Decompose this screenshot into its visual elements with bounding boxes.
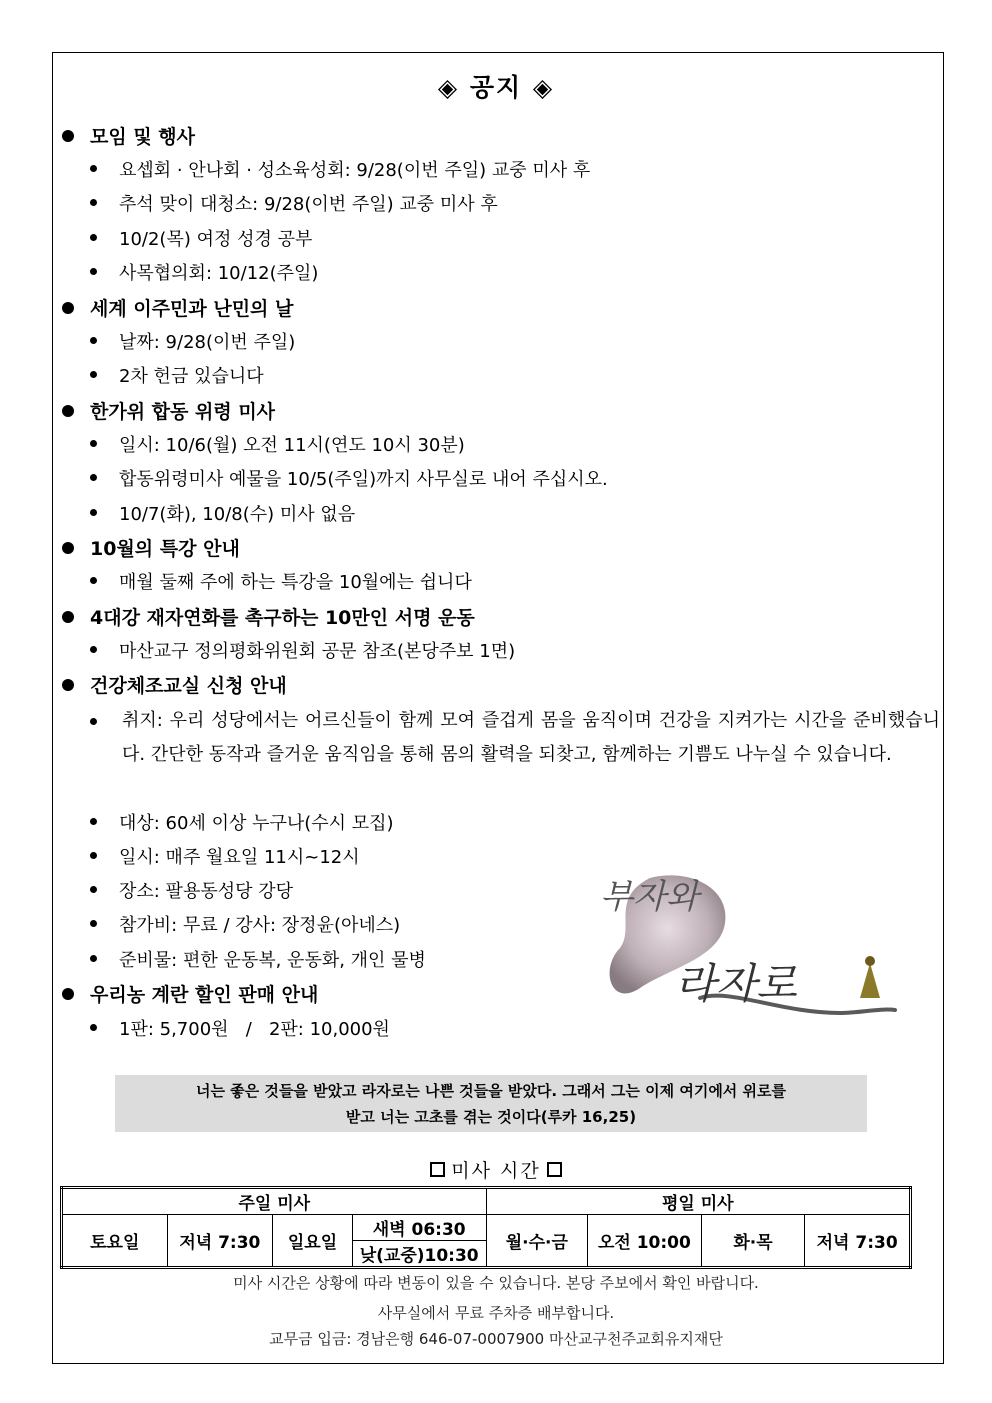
bullet-icon — [90, 440, 97, 447]
bullet-icon — [90, 337, 97, 344]
bullet-icon — [90, 371, 97, 378]
bullet-icon — [90, 886, 97, 893]
sunday-mass-header: 주일 미사 — [62, 1188, 487, 1215]
list-item: 장소: 팔용동성당 강당 — [90, 877, 293, 907]
logo-text-top: 부자와 — [600, 877, 699, 917]
quote-line-1: 너는 좋은 것들을 받았고 라자로는 나쁜 것들을 받았다. 그래서 그는 이제 여기에서 위로를 — [195, 1082, 786, 1100]
bullet-icon — [62, 405, 74, 417]
bullet-icon — [90, 1024, 97, 1031]
list-item: 요셉회 · 안나회 · 성소육성회: 9/28(이번 주일) 교중 미사 후 — [90, 156, 590, 186]
section-heading: 우리농 계란 할인 판매 안내 — [62, 980, 318, 1010]
bullet-icon — [90, 165, 97, 172]
list-item: 일시: 10/6(월) 오전 11시(연도 10시 30분) — [90, 431, 465, 461]
bullet-icon — [90, 474, 97, 481]
bullet-icon — [90, 955, 97, 962]
mwf-label: 월·수·금 — [486, 1215, 588, 1268]
rich-man-and-lazarus-logo — [580, 848, 910, 1058]
bullet-icon — [62, 988, 74, 1000]
sunday-day-time: 낮(교중)10:30 — [352, 1241, 486, 1268]
bullet-icon — [90, 852, 97, 859]
weekday-mass-header: 평일 미사 — [486, 1188, 910, 1215]
list-item: 1판: 5,700원 / 2판: 10,000원 — [90, 1015, 390, 1045]
page-title: ◈ 공지 ◈ — [437, 73, 555, 102]
list-item: 준비물: 편한 운동복, 운동화, 개인 물병 — [90, 946, 426, 976]
sunday-dawn-time: 새벽 06:30 — [352, 1215, 486, 1241]
footer-notice: 미사 시간은 상황에 따라 변동이 있을 수 있습니다. 본당 주보에서 확인 바랍니다. — [233, 1274, 759, 1292]
bullet-icon — [90, 509, 97, 516]
footer-account: 교무금 입금: 경남은행 646-07-0007900 마산교구천주교회유지재단 — [269, 1330, 723, 1348]
section-heading: 한가위 합동 위령 미사 — [62, 397, 275, 427]
checkbox-square-icon — [547, 1162, 562, 1177]
quote-line-2: 받고 너는 고초를 겪는 것이다(루카 16,25) — [345, 1108, 637, 1126]
tue-thu-time: 저녁 7:30 — [805, 1215, 911, 1268]
section-heading: 10월의 특강 안내 — [62, 534, 240, 564]
list-item: 날짜: 9/28(이번 주일) — [90, 328, 295, 358]
list-item: 10/7(화), 10/8(수) 미사 없음 — [90, 500, 355, 530]
section-heading: 모임 및 행사 — [62, 122, 195, 152]
bullet-icon — [90, 718, 97, 725]
bullet-icon — [90, 577, 97, 584]
list-item: 2차 헌금 있습니다 — [90, 362, 264, 392]
section-heading: 세계 이주민과 난민의 날 — [62, 294, 293, 324]
list-item-paragraph: 취지: 우리 성당에서는 어르신들이 함께 모여 즐겁게 몸을 움직이며 건강을 지켜가는 시간을 준비했습니다. 간단한 동작과 즐거운 움직임을 통해 몸의 활력을 되찾고, 함께하는 기쁨도 나누실 수 있습니다. — [90, 704, 940, 772]
bullet-icon — [90, 234, 97, 241]
mwf-time: 오전 10:00 — [588, 1215, 702, 1268]
footer-parking: 사무실에서 무료 주차증 배부합니다. — [377, 1304, 615, 1322]
bullet-icon — [90, 920, 97, 927]
list-item: 마산교구 정의평화위원회 공문 참조(본당주보 1면) — [90, 637, 515, 667]
bullet-icon — [62, 542, 74, 554]
mass-time-title: 미사 시간 — [0, 1156, 992, 1183]
scripture-quote — [115, 1075, 867, 1132]
list-item: 10/2(목) 여정 성경 공부 — [90, 225, 312, 255]
mass-schedule-table — [60, 1186, 912, 1269]
sunday-label: 일요일 — [273, 1215, 353, 1268]
checkbox-square-icon — [430, 1162, 445, 1177]
logo-text-bottom: 라자로 — [675, 959, 797, 1008]
bullet-icon — [90, 646, 97, 653]
saturday-label: 토요일 — [62, 1215, 168, 1268]
bullet-icon — [62, 130, 74, 142]
section-heading: 4대강 재자연화를 촉구하는 10만인 서명 운동 — [62, 603, 475, 633]
bullet-icon — [62, 611, 74, 623]
list-item: 매월 둘째 주에 하는 특강을 10월에는 쉽니다 — [90, 568, 472, 598]
bullet-icon — [90, 818, 97, 825]
list-item: 합동위령미사 예물을 10/5(주일)까지 사무실로 내어 주십시오. — [90, 465, 608, 495]
bullet-icon — [90, 268, 97, 275]
list-item: 참가비: 무료 / 강사: 장정윤(아네스) — [90, 911, 400, 941]
list-item: 대상: 60세 이상 누구나(수시 모집) — [90, 809, 394, 839]
bullet-icon — [90, 199, 97, 206]
bullet-icon — [62, 679, 74, 691]
bullet-icon — [62, 302, 74, 314]
list-item: 사목협의회: 10/12(주일) — [90, 259, 318, 289]
saturday-time: 저녁 7:30 — [167, 1215, 273, 1268]
list-item: 추석 맞이 대청소: 9/28(이번 주일) 교중 미사 후 — [90, 190, 498, 220]
tue-thu-label: 화·목 — [701, 1215, 805, 1268]
section-heading: 건강체조교실 신청 안내 — [62, 671, 287, 701]
list-item: 일시: 매주 월요일 11시~12시 — [90, 843, 360, 873]
